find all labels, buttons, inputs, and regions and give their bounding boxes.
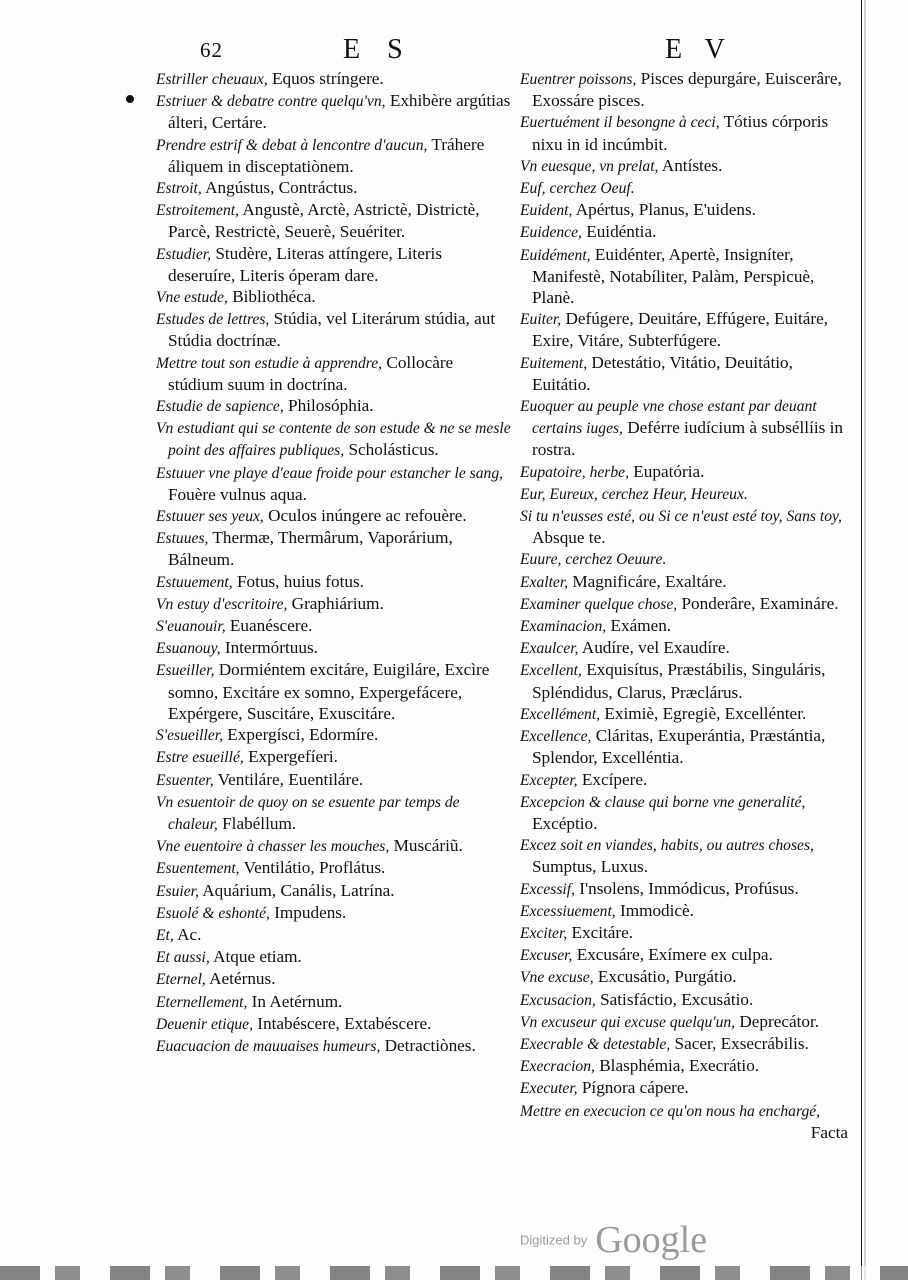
entry-headword: Estroit, bbox=[156, 180, 202, 198]
entry-headword: Execracion, bbox=[520, 1058, 595, 1076]
dictionary-entry bbox=[156, 724, 512, 746]
entry-headword: Esuanouy, bbox=[156, 640, 221, 658]
entry-translation: Expergefíeri. bbox=[243, 747, 338, 767]
entry-translation: Ponderâre, Examináre. bbox=[677, 593, 839, 613]
dictionary-entry bbox=[520, 111, 854, 154]
entry-translation: Ac. bbox=[173, 924, 202, 944]
dictionary-entry bbox=[156, 134, 512, 177]
entry-translation: Excusátio, Purgátio. bbox=[593, 967, 737, 987]
entry-headword: Euoquer au peuple vne chose estant par deuant certains iuges, bbox=[520, 398, 817, 438]
entry-translation: Eupatória. bbox=[629, 461, 705, 481]
dictionary-entry bbox=[520, 571, 854, 593]
dictionary-entry bbox=[156, 1035, 512, 1057]
entry-headword: Vn estuy d'escritoire, bbox=[156, 595, 288, 613]
dictionary-entry bbox=[520, 548, 854, 570]
entry-headword: Mettre tout son estudie à apprendre, bbox=[156, 354, 383, 372]
dictionary-entry bbox=[520, 244, 854, 309]
entry-headword: Estuuer vne playe d'eaue froide pour estancher le sang, bbox=[156, 464, 504, 482]
entry-headword: Excepcion & clause qui borne vne generalité, bbox=[520, 793, 806, 811]
dictionary-entry bbox=[520, 791, 854, 834]
entry-headword: Euitement, bbox=[520, 354, 588, 372]
entry-translation: Defúgere, Deuitáre, Effúgere, Euitáre, Exire, Vitáre, Subterfúgere. bbox=[532, 309, 829, 351]
entry-translation: Tráhere áliquem in disceptatiònem. bbox=[168, 134, 485, 176]
entry-translation: Ventilátio, Proflátus. bbox=[239, 858, 386, 878]
dictionary-entry bbox=[520, 395, 854, 461]
entry-headword: Vn esuentoir de quoy on se esuente par temps de chaleur, bbox=[156, 793, 460, 833]
entry-headword: Euertuément il besongne à ceci, bbox=[520, 114, 720, 132]
entry-translation: Sacer, Exsecrábilis. bbox=[670, 1033, 809, 1053]
page-number: 62 bbox=[200, 38, 223, 62]
dictionary-entry bbox=[520, 155, 854, 177]
entry-translation: Angústus, Contráctus. bbox=[201, 178, 358, 198]
entry-translation: Flabéllum. bbox=[217, 813, 297, 833]
entry-translation: Exhibère argútias álteri, Certáre. bbox=[168, 91, 511, 133]
dictionary-entry bbox=[156, 90, 512, 133]
entry-headword: Estuuement, bbox=[156, 573, 233, 591]
entry-headword: Estroitement, bbox=[156, 202, 240, 220]
left-running-head: E S bbox=[343, 34, 413, 65]
entry-headword: Euure, cerchez Oeuure. bbox=[520, 551, 667, 569]
entry-translation: Atque etiam. bbox=[209, 947, 302, 967]
entry-translation: Antístes. bbox=[658, 155, 723, 175]
dictionary-entry bbox=[520, 1077, 854, 1099]
entry-translation: Excípere. bbox=[577, 769, 648, 789]
entry-translation: Audíre, vel Exaudíre. bbox=[578, 638, 730, 658]
dictionary-entry bbox=[520, 199, 854, 221]
dictionary-entry bbox=[520, 1100, 854, 1122]
dictionary-entry bbox=[520, 1011, 854, 1033]
entry-headword: Examiner quelque chose, bbox=[520, 595, 678, 613]
dictionary-entry bbox=[520, 878, 854, 900]
dictionary-entry bbox=[156, 991, 512, 1013]
entry-headword: Et aussi, bbox=[156, 949, 210, 967]
entry-translation: Equos stríngere. bbox=[267, 69, 384, 88]
dictionary-entry bbox=[520, 1033, 854, 1055]
entry-headword: S'euanouir, bbox=[156, 618, 226, 636]
entry-translation: Exámen. bbox=[606, 616, 672, 636]
entry-translation: Detestátio, Vitátio, Deuitátio, Euitátio. bbox=[532, 352, 793, 394]
entry-headword: Vne euentoire à chasser les mouches, bbox=[156, 838, 390, 856]
entry-translation: Bibliothéca. bbox=[227, 287, 316, 307]
dictionary-entry bbox=[520, 593, 854, 615]
entry-translation: I'nsolens, Immódicus, Profúsus. bbox=[575, 878, 799, 898]
entry-headword: Excellent, bbox=[520, 662, 582, 680]
dictionary-entry bbox=[156, 946, 512, 968]
entry-headword: Estuues, bbox=[156, 530, 209, 548]
dictionary-entry bbox=[520, 615, 854, 637]
entry-translation: Excéptio. bbox=[532, 813, 598, 833]
entry-translation: Aetérnus. bbox=[205, 969, 276, 989]
dictionary-entry bbox=[520, 637, 854, 659]
entry-headword: Esuolé & eshonté, bbox=[156, 904, 270, 922]
entry-headword: Exaulcer, bbox=[520, 640, 579, 658]
dictionary-entry bbox=[520, 1055, 854, 1077]
entry-translation: Detractiònes. bbox=[380, 1035, 476, 1055]
entry-translation: Apértus, Planus, E'uidens. bbox=[572, 200, 756, 220]
entry-headword: Mettre en execucion ce qu'on nous ha enchargé, bbox=[520, 1102, 821, 1120]
entry-translation: Immodicè. bbox=[615, 900, 694, 920]
entry-headword: Executer, bbox=[520, 1080, 578, 1098]
left-column bbox=[156, 68, 512, 1057]
right-column bbox=[520, 68, 854, 1143]
dictionary-entry bbox=[156, 593, 512, 615]
entry-headword: Esuenter, bbox=[156, 771, 214, 789]
dictionary-entry bbox=[520, 769, 854, 791]
dictionary-entry bbox=[156, 924, 512, 946]
entry-translation: Impudens. bbox=[269, 902, 347, 922]
entry-headword: Euidément, bbox=[520, 246, 591, 264]
entry-translation: Satisfáctio, Excusátio. bbox=[595, 989, 754, 1009]
entry-headword: Vn estudiant qui se contente de son estude & ne se mesle point des affaires publiques, bbox=[156, 420, 511, 460]
dictionary-entry bbox=[156, 199, 512, 242]
dictionary-entry bbox=[520, 221, 854, 243]
entry-headword: Estriuer & debatre contre quelqu'vn, bbox=[156, 93, 386, 111]
entry-translation: Cláritas, Exuperántia, Præstántia, Splendor, Excelléntia. bbox=[532, 726, 826, 768]
entry-headword: Eternellement, bbox=[156, 993, 248, 1011]
right-running-head: E V bbox=[665, 34, 733, 65]
entry-translation: Angustè, Arctè, Astrictè, Districtè, Parcè, Restrictè, Seuerè, Seuériter. bbox=[168, 200, 480, 242]
entry-headword: Vn euesque, vn prelat, bbox=[520, 157, 659, 175]
entry-headword: Excez soit en viandes, habits, ou autres choses, bbox=[520, 837, 814, 855]
dictionary-entry bbox=[520, 966, 854, 988]
entry-headword: Euidence, bbox=[520, 224, 582, 242]
entry-translation: Collocàre stúdium suum in doctrína. bbox=[168, 352, 454, 394]
page-edge-shadow bbox=[864, 0, 866, 1280]
entry-translation: Aquárium, Canális, Latrína. bbox=[198, 880, 395, 900]
dictionary-entry bbox=[156, 902, 512, 924]
dictionary-entry bbox=[520, 725, 854, 768]
entry-headword: Estudes de lettres, bbox=[156, 311, 270, 329]
google-logo-text: Google bbox=[595, 1219, 708, 1261]
running-header bbox=[0, 32, 908, 66]
entry-headword: Prendre estrif & debat à lencontre d'aucun, bbox=[156, 136, 428, 154]
dictionary-entry bbox=[520, 900, 854, 922]
dictionary-entry bbox=[156, 243, 512, 286]
dictionary-entry bbox=[156, 615, 512, 637]
entry-headword: Excellément, bbox=[520, 705, 601, 723]
entry-headword: Vne estude, bbox=[156, 289, 228, 307]
entry-headword: S'esueiller, bbox=[156, 727, 223, 745]
entry-translation: Tótius córporis nixu in id incúmbit. bbox=[532, 112, 829, 154]
entry-headword: Vn excuseur qui excuse quelqu'un, bbox=[520, 1013, 736, 1031]
dictionary-entry bbox=[520, 505, 854, 548]
digitized-watermark bbox=[520, 1218, 707, 1262]
entry-headword: Excusacion, bbox=[520, 991, 596, 1009]
entry-translation: Intermórtuus. bbox=[220, 638, 318, 658]
dictionary-entry bbox=[156, 968, 512, 990]
dictionary-entry bbox=[156, 505, 512, 527]
bottom-edge-scan-artifact bbox=[0, 1266, 908, 1280]
dictionary-entry bbox=[156, 352, 512, 395]
dictionary-entry bbox=[156, 395, 512, 417]
dictionary-entry bbox=[520, 461, 854, 483]
entry-headword: Execrable & detestable, bbox=[520, 1035, 671, 1053]
entry-translation: Graphiárium. bbox=[287, 593, 384, 613]
entry-headword: Examinacion, bbox=[520, 618, 607, 636]
entry-translation: Exquisítus, Præstábilis, Singuláris, Spléndidus, Clarus, Præclárus. bbox=[532, 660, 826, 702]
entry-headword: Exalter, bbox=[520, 573, 569, 591]
entry-headword: Vne excuse, bbox=[520, 969, 594, 987]
entry-headword: Eupatoire, herbe, bbox=[520, 463, 629, 481]
dictionary-entry bbox=[156, 857, 512, 879]
entry-headword: Euentrer poissons, bbox=[520, 71, 637, 88]
entry-translation: Magnificáre, Exaltáre. bbox=[568, 571, 727, 591]
dictionary-entry bbox=[156, 571, 512, 593]
entry-translation: Stúdia, vel Literárum stúdia, aut Stúdia doctrínæ. bbox=[168, 309, 496, 351]
entry-translation: Deprecátor. bbox=[735, 1011, 820, 1031]
entry-translation: Studère, Literas attíngere, Literis deseruíre, Literis óperam dare. bbox=[168, 243, 443, 285]
entry-headword: Excuser, bbox=[520, 947, 573, 965]
entry-translation: Pígnora cápere. bbox=[577, 1078, 689, 1098]
entry-translation: Sumptus, Luxus. bbox=[532, 857, 649, 877]
entry-headword: Excessif, bbox=[520, 880, 575, 898]
entry-headword: Eternel, bbox=[156, 971, 206, 989]
entry-translation: Excusáre, Exímere ex culpa. bbox=[572, 945, 773, 965]
entry-headword: Si tu n'eusses esté, ou Si ce n'eust esté toy, Sans toy, bbox=[520, 508, 842, 526]
entry-headword: Esueiller, bbox=[156, 662, 215, 680]
entry-translation: Intabéscere, Extabéscere. bbox=[253, 1013, 432, 1033]
entry-translation: Excitáre. bbox=[567, 922, 634, 942]
dictionary-entry bbox=[520, 703, 854, 725]
page-edge-line bbox=[861, 0, 862, 1280]
dictionary-entry bbox=[156, 659, 512, 724]
dictionary-entry bbox=[520, 944, 854, 966]
dictionary-entry bbox=[520, 834, 854, 877]
dictionary-entry bbox=[156, 769, 512, 791]
entry-headword: Deuenir etique, bbox=[156, 1015, 253, 1033]
margin-mark bbox=[126, 95, 134, 103]
dictionary-entry bbox=[156, 68, 512, 90]
catchword: Facta bbox=[810, 1122, 848, 1142]
dictionary-entry bbox=[156, 791, 512, 835]
dictionary-entry bbox=[156, 835, 512, 857]
entry-headword: Estriller cheuaux, bbox=[156, 71, 268, 88]
entry-translation: Eximiè, Egregiè, Excellénter. bbox=[600, 703, 807, 723]
dictionary-entry bbox=[520, 483, 854, 505]
entry-translation: Deférre iudícium à subséllíis in rostra. bbox=[532, 418, 843, 460]
entry-headword: Exciter, bbox=[520, 924, 568, 942]
entry-translation: Fotus, huius fotus. bbox=[232, 571, 364, 591]
dictionary-entry bbox=[156, 308, 512, 351]
entry-headword: Estudier, bbox=[156, 245, 212, 263]
dictionary-entry bbox=[156, 417, 512, 461]
dictionary-entry bbox=[520, 659, 854, 702]
dictionary-entry bbox=[520, 922, 854, 944]
entry-translation: Muscáriũ. bbox=[389, 836, 463, 856]
entry-translation: Euanéscere. bbox=[225, 616, 313, 636]
entry-translation: Philosóphia. bbox=[283, 396, 374, 416]
entry-translation: Fouère vulnus aqua. bbox=[168, 484, 307, 504]
entry-headword: Excellence, bbox=[520, 728, 592, 746]
dictionary-entry bbox=[156, 1013, 512, 1035]
dictionary-entry bbox=[520, 352, 854, 395]
entry-headword: Estudie de sapience, bbox=[156, 398, 284, 416]
dictionary-entry bbox=[156, 637, 512, 659]
dictionary-entry bbox=[156, 746, 512, 768]
entry-headword: Esuentement, bbox=[156, 860, 240, 878]
entry-translation: Scholásticus. bbox=[344, 440, 439, 460]
dictionary-entry bbox=[156, 527, 512, 570]
entry-headword: Euident, bbox=[520, 202, 573, 220]
entry-translation: Blasphémia, Execrátio. bbox=[594, 1056, 760, 1076]
entry-headword: Estuuer ses yeux, bbox=[156, 508, 264, 526]
dictionary-entry bbox=[520, 68, 854, 111]
entry-translation: Thermæ, Thermârum, Vaporárium, Bálneum. bbox=[168, 528, 453, 570]
entry-translation: In Aetérnum. bbox=[247, 991, 343, 1011]
dictionary-entry bbox=[156, 462, 512, 505]
entry-translation: Absque te. bbox=[532, 528, 606, 548]
entry-headword: Excessiuement, bbox=[520, 902, 616, 920]
entry-headword: Et, bbox=[156, 926, 174, 944]
entry-translation: Oculos inúngere ac refouère. bbox=[263, 506, 467, 526]
dictionary-entry bbox=[156, 177, 512, 199]
entry-headword: Euiter, bbox=[520, 311, 562, 329]
entry-headword: Estre esueillé, bbox=[156, 749, 244, 767]
entry-translation: Pisces depurgáre, Euiscerâre, Exossáre pisces. bbox=[532, 69, 842, 111]
entry-translation: Euidéntia. bbox=[581, 222, 657, 242]
entry-headword: Euf, cerchez Oeuf. bbox=[520, 180, 635, 198]
dictionary-entry bbox=[520, 308, 854, 351]
digitized-by-text: Digitized by bbox=[520, 1232, 588, 1248]
dictionary-entry bbox=[156, 286, 512, 308]
entry-translation: Euidénter, Apertè, Insigníter, Manifestè, Notabíliter, Palàm, Perspicuè, Planè. bbox=[532, 244, 815, 308]
entry-headword: Eur, Eureux, cerchez Heur, Heureux. bbox=[520, 485, 748, 503]
entry-translation: Expergísci, Edormíre. bbox=[223, 725, 379, 745]
dictionary-entry bbox=[520, 989, 854, 1011]
entry-headword: Euacuacion de mauuaises humeurs, bbox=[156, 1037, 381, 1055]
entry-headword: Esuier, bbox=[156, 882, 199, 900]
dictionary-entry bbox=[520, 177, 854, 199]
entry-translation: Ventiláre, Euentiláre. bbox=[213, 769, 364, 789]
entry-translation: Dormiéntem excitáre, Euigiláre, Excìre somno, Excitáre ex somno, Expergefácere, Expérgere, Suscitáre, Exuscitáre. bbox=[168, 660, 490, 723]
dictionary-entry bbox=[156, 880, 512, 902]
entry-headword: Excepter, bbox=[520, 771, 578, 789]
